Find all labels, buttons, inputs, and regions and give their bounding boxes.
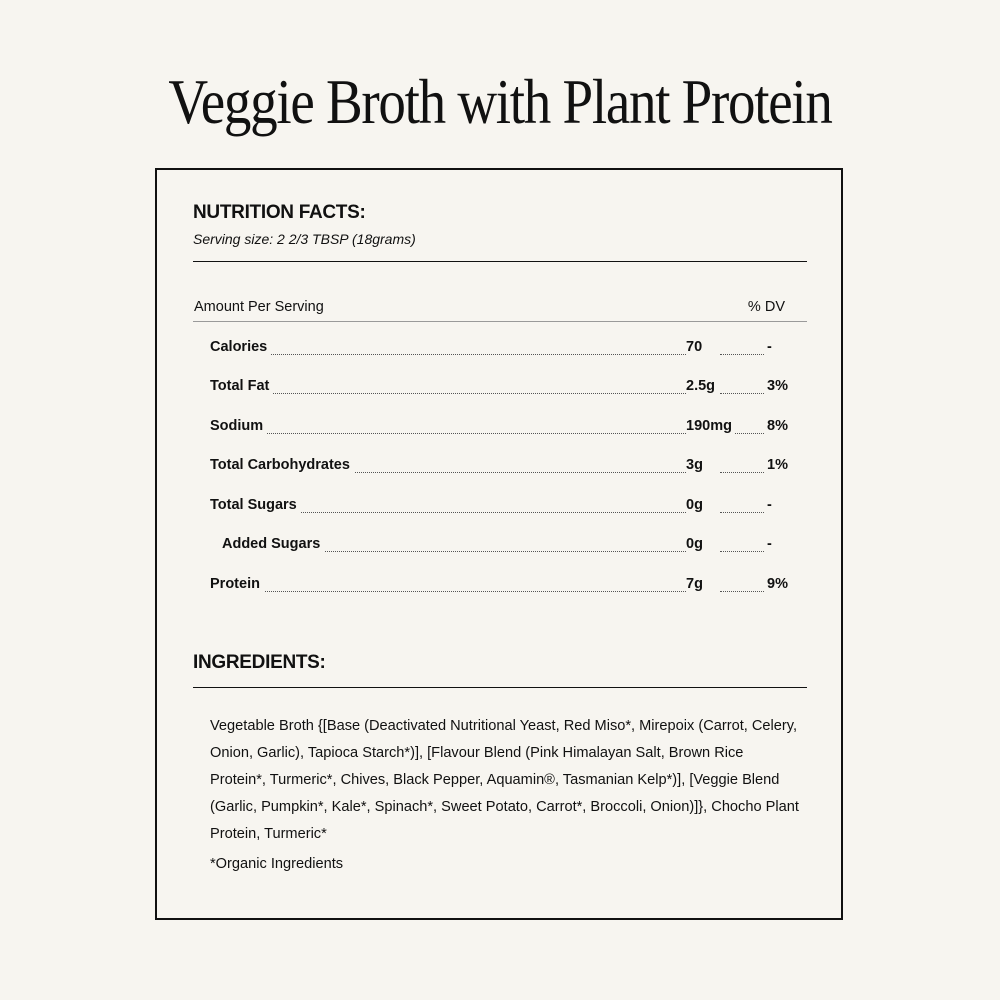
nutrient-dv: 1% — [767, 457, 788, 473]
dotted-leader — [720, 472, 764, 473]
dotted-leader — [720, 393, 764, 394]
nutrient-row-calories — [210, 339, 786, 361]
nutrient-name: Added Sugars — [222, 536, 324, 552]
nutrient-name: Calories — [210, 339, 271, 355]
nutrient-row-total-carbohydrates — [210, 457, 786, 479]
divider — [193, 687, 807, 688]
dotted-leader — [250, 512, 686, 513]
dotted-leader — [720, 591, 764, 592]
nutrient-amount: 0g — [686, 536, 706, 552]
dv-column-label: % DV — [747, 299, 785, 315]
nutrient-name: Total Fat — [210, 378, 273, 394]
nutrient-amount: 0g — [686, 497, 706, 513]
divider — [193, 321, 807, 322]
dotted-leader — [250, 433, 686, 434]
nutrient-amount: 2.5g — [686, 378, 718, 394]
nutrient-dv: - — [767, 339, 772, 355]
nutrient-row-added-sugars — [210, 536, 786, 558]
nutrient-dv: 9% — [767, 576, 788, 592]
nutrient-name: Protein — [210, 576, 264, 592]
nutrient-name: Sodium — [210, 418, 267, 434]
dotted-leader — [720, 354, 764, 355]
nutrition-panel — [155, 168, 843, 920]
serving-size: Serving size: 2 2/3 TBSP (18grams) — [193, 231, 416, 247]
nutrient-row-protein — [210, 576, 786, 598]
nutrient-row-total-sugars — [210, 497, 786, 519]
nutrient-amount: 7g — [686, 576, 706, 592]
nutrient-row-total-fat — [210, 378, 786, 400]
dotted-leader — [720, 551, 764, 552]
nutrient-dv: - — [767, 536, 772, 552]
dotted-leader — [250, 393, 686, 394]
page-title: Veggie Broth with Plant Protein — [168, 66, 832, 137]
dotted-leader — [250, 591, 686, 592]
nutrient-amount: 70 — [686, 339, 705, 355]
ingredients-text: Vegetable Broth {[Base (Deactivated Nutritional Yeast, Red Miso*, Mirepoix (Carrot, Celery, Onion, Garlic), Tapioca Starch*)], [Flavour Blend (Pink Himalayan Salt, Brown Rice Protein*, Turmeric*, Chives, Black Pepper, Aquamin®, Tasmanian Kelp*)], [Veggie Blend (Garlic, Pumpkin*, Kale*, Spinach*, Sweet Potato, Carrot*, Broccoli, Onion)]}, Chocho Plant Protein, Turmeric* — [210, 718, 799, 842]
dotted-leader — [250, 354, 686, 355]
nutrition-facts-heading: NUTRITION FACTS: — [193, 202, 366, 223]
ingredients-heading: INGREDIENTS: — [193, 652, 326, 673]
organic-note: *Organic Ingredients — [210, 856, 344, 872]
nutrient-dv: 3% — [767, 378, 788, 394]
nutrient-amount: 190mg — [686, 418, 735, 434]
nutrient-row-sodium — [210, 418, 786, 440]
nutrient-name: Total Sugars — [210, 497, 301, 513]
nutrient-dv: 8% — [767, 418, 788, 434]
nutrient-dv: - — [767, 497, 772, 513]
nutrient-amount: 3g — [686, 457, 706, 473]
nutrient-name: Total Carbohydrates — [210, 457, 354, 473]
divider — [193, 261, 807, 262]
amount-per-serving-label: Amount Per Serving — [194, 299, 324, 315]
dotted-leader — [720, 512, 764, 513]
